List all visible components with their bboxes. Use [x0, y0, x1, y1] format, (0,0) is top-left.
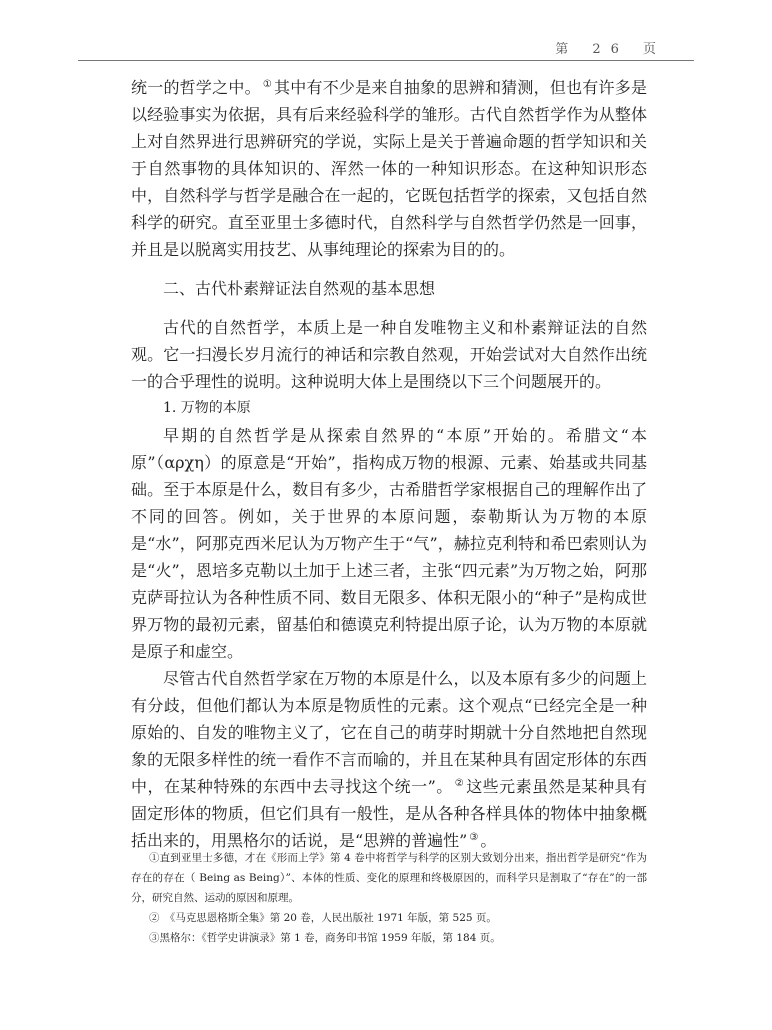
body-text — [131, 74, 647, 854]
paragraph-3: 早期的自然哲学是从探索自然界的“本原”开始的。希腊文“本原”（αρχη）的原意是“开始”，指构成万物的根源、元素、始基或共同基础。至于本原是什么，数目有多少，古希腊哲学家根据自己的理解作出了不同的回答。例如，关于世界的本原问题，泰勒斯认为万物的本原是“水”，阿那克西米尼认为万物产生于“气”，赫拉克利特和希巴索则认为是“火”，恩培多克勒以土加于上述三者，主张“四元素”为万物之始，阿那克萨哥拉认为各种性质不同、数目无限多、体积无限小的“种子”是构成世界万物的最初元素，留基伯和德谟克利特提出原子论，认为万物的本原就是原子和虚空。 — [131, 426, 647, 661]
header-rule — [78, 60, 694, 61]
page-header — [0, 0, 772, 58]
paragraph-1-text: 统一的哲学之中。 — [131, 78, 261, 97]
subsection-heading: 1. 万物的本原 — [163, 400, 251, 416]
footnote-1: ①直到亚里士多德，才在《形而上学》第 4 卷中将哲学与科学的区别大致划分出来，指出哲学是研究“作为存在的存在（ Being as Being）”、本体的性质、变化的原理和终极原因的，而科学只是割取了“存在”的一部分，研究自然、运动的原因和原理。 — [131, 852, 647, 904]
footnote-ref-1[interactable]: ① — [262, 78, 273, 90]
paragraph-1-rest: 其中有不少是来自抽象的思辨和猜测，但也有许多是以经验事实为依据，具有后来经验科学的雏形。古代自然哲学作为从整体上对自然界进行思辨研究的学说，实际上是关于普遍命题的哲学知识和关于自然事物的具体知识的、浑然一体的一种知识形态。在这种知识形态中，自然科学与哲学是融合在一起的，它既包括哲学的探索，又包括自然科学的研究。直至亚里士多德时代，自然科学与自然哲学仍然是一回事，并且是以脱离实用技艺、从事纯理论的探索为目的的。 — [131, 78, 647, 259]
footnote-2: ② 《马克思恩格斯全集》第 20 卷，人民出版社 1971 年版，第 525 页。 — [149, 912, 497, 924]
paragraph-1 — [131, 74, 647, 263]
footnotes — [131, 848, 647, 948]
footnote-3: ③黑格尔：《哲学史讲演录》第 1 卷，商务印书馆 1959 年版，第 184 页。 — [149, 932, 501, 944]
paragraph-2: 古代的自然哲学，本质上是一种自发唯物主义和朴素辩证法的自然观。它一扫漫长岁月流行的神话和宗教自然观，开始尝试对大自然作出统一的合乎理性的说明。这种说明大体上是围绕以下三个问题展开的。 — [131, 318, 647, 391]
footnote-ref-2[interactable]: ② — [454, 777, 465, 789]
paragraph-4-text: 尽管古代自然哲学家在万物的本原是什么，以及本原有多少的问题上有分歧，但他们都认为本原是物质性的元素。这个观点“已经完全是一种原始的、自发的唯物主义了，它在自己的萌芽时期就十分自然地把自然现象的无限多样性的统一看作不言而喻的，并且在某种具有固定形体的东西中，在某种特殊的东西中去寻找这个统一”。 — [131, 669, 647, 796]
footnote-ref-3[interactable]: ③ — [469, 831, 479, 843]
paragraph-4 — [131, 665, 647, 854]
section-heading: 二、古代朴素辩证法自然观的基本思想 — [163, 279, 436, 298]
paragraph-4-rest: 这些元素虽然是某种具有固定形体的物质，但它们具有一般性，是从各种各样具体的物体中抽象概括出来的，用黑格尔的话说，是“思辨的普遍性” — [131, 777, 647, 850]
paragraph-4-end: 。 — [480, 831, 497, 850]
page-number: 第 26 页 — [555, 42, 666, 57]
